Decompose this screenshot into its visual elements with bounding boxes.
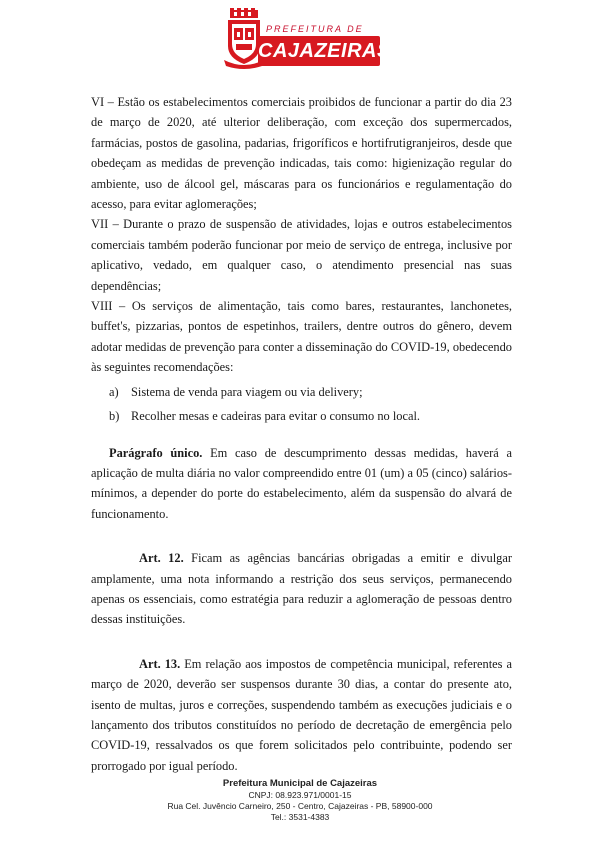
item-viii: VIII – Os serviços de alimentação, tais como bares, restaurantes, lanchonetes, buffet's, pizzarias, pontos de espetinhos, trailers, dentre outros do gênero, devem adotar medidas de prevenção para conter a disseminação do COVID-19, obedecendo às seguintes recomendações:	[91, 299, 512, 375]
list-marker: b)	[109, 409, 120, 424]
article-13	[91, 654, 512, 776]
paragrafo-text: Em caso de descumprimento dessas medidas, haverá a aplicação de multa diária no valor compreendido entre 01 (um) a 05 (cinco) salários-mínimos, a depender do porte do estabelecimento, além da suspensão do alvará de funcionamento.	[91, 445, 512, 521]
list-marker: a)	[109, 384, 119, 399]
article-13-text: Em relação aos impostos de competência municipal, referentes a março de 2020, deverão ser suspensos durante 30 dias, a contar do presente ato, isento de multas, juros e correções, suspendendo também as execuções judiciais e o lançamento dos tributos constituídos no período de decretação de emergência pelo COVID-19, ressalvados os que forem solicitados pelo contribuinte, podendo ser prorrogado por igual período.	[91, 656, 513, 773]
list-item-text: Sistema de venda para viagem ou via delivery;	[131, 384, 363, 399]
article-12-text: Ficam as agências bancárias obrigadas a emitir e divulgar amplamente, uma nota informando a restrição dos seus serviços, permanecendo apenas os essenciais, como estratégia para reduzir a aglomeração de pessoas dentro dessas instituições.	[91, 551, 512, 627]
article-13-label: Art. 13.	[139, 656, 181, 671]
logo-banner	[258, 22, 391, 66]
document-body	[91, 92, 512, 776]
list-item	[109, 406, 512, 426]
footer-phone: Tel.: 3531-4383	[270, 812, 330, 822]
recommendations-list	[109, 382, 512, 427]
item-vii: VII – Durante o prazo de suspensão de atividades, lojas e outros estabelecimentos comerciais também poderão funcionar por meio de serviço de entrega, inclusive por aplicativo, vedado, em qualquer caso, o atendimento presencial nas suas dependências;	[91, 217, 512, 293]
logo-small-text: PREFEITURA DE	[266, 24, 364, 34]
footer-title: Prefeitura Municipal de Cajazeiras	[222, 778, 378, 789]
paragrafo-label: Parágrafo único.	[109, 445, 203, 460]
list-item	[109, 382, 512, 402]
article-12-label: Art. 12.	[139, 551, 184, 566]
page-footer	[150, 778, 450, 823]
footer-cnpj: CNPJ: 08.923.971/0001-15	[248, 790, 352, 800]
paragrafo-unico	[91, 443, 512, 525]
logo-main-text: CAJAZEIRAS	[258, 36, 380, 66]
prefeitura-logo	[222, 8, 391, 70]
footer-address: Rua Cel. Juvêncio Carneiro, 250 - Centro, Cajazeiras - PB, 58900-000	[167, 801, 433, 811]
article-12	[91, 548, 512, 630]
list-item-text: Recolher mesas e cadeiras para evitar o consumo no local.	[131, 409, 420, 424]
item-vi: VI – Estão os estabelecimentos comerciais proibidos de funcionar a partir do dia 23 de março de 2020, até ulterior deliberação, com exceção dos supermercados, farmácias, postos de gasolina, padarias, frigoríficos e hortifrutigranjeiros, desde que obedeçam as medidas de prevenção indicadas, tais como: higienização regular do ambiente, uso de álcool gel, máscaras para os funcionários e regulamentação do acesso, para evitar aglomerações;	[91, 95, 512, 212]
